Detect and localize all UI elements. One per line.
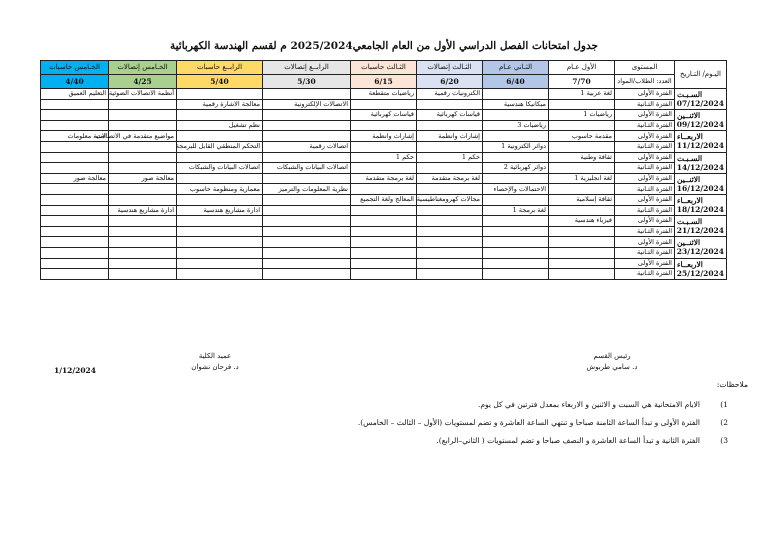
period-cell: الفترة الثـانية [615, 247, 675, 258]
exam-cell [483, 216, 549, 227]
exam-cell: ثقافة وطنية [549, 152, 615, 163]
notes-heading: ملاحظات: [716, 380, 748, 389]
header-count-row [41, 75, 727, 89]
day-name: السـبـت [677, 153, 703, 163]
level-count: 5/30 [263, 75, 351, 89]
day-name: الاربعــاء [677, 196, 703, 206]
exam-cell [483, 226, 549, 237]
day-date-cell [675, 110, 727, 131]
period-cell: الفترة الثـانية [615, 141, 675, 152]
day-date-cell [675, 89, 727, 110]
exam-cell: مواضيع متقدمة في الاتصالات [109, 131, 177, 142]
head-name: د. سامي طربوش [586, 363, 638, 371]
level-count: 4/25 [109, 75, 177, 89]
table-row [41, 226, 727, 237]
table-row [41, 120, 727, 131]
table-row [41, 110, 727, 121]
level-count: 6/15 [351, 75, 417, 89]
table-row [41, 269, 727, 280]
note-text: الفترة الثانية و تبدأ الساعة العاشرة و النصف صباحا و تضم لمستويات ( الثاني–الرابع). [436, 436, 700, 445]
exam-cell: مقدمة حاسوب [549, 131, 615, 142]
exam-cell: ادارة مشاريع هندسية [109, 205, 177, 216]
exam-cell [549, 163, 615, 174]
exam-cell [549, 258, 615, 269]
head-title: رئيس القسم [593, 352, 631, 360]
exam-cell [351, 141, 417, 152]
exam-cell: نظم تشغيل [177, 120, 263, 131]
exam-cell [263, 205, 351, 216]
exam-cell [549, 184, 615, 195]
period-cell: الفترة الثـانية [615, 226, 675, 237]
exam-cell [351, 120, 417, 131]
exam-cell [177, 216, 263, 227]
exam-date: 16/12/2024 [676, 183, 724, 193]
day-date-cell [675, 258, 727, 279]
exam-cell [177, 110, 263, 121]
exam-cell [417, 141, 483, 152]
exam-cell [351, 247, 417, 258]
day-date-cell [675, 216, 727, 237]
exam-cell [177, 152, 263, 163]
exam-date: 11/12/2024 [676, 141, 724, 151]
exam-cell [177, 194, 263, 205]
level-header: الرابــع حاسبات [177, 61, 263, 75]
exam-cell [483, 237, 549, 248]
exam-cell [109, 247, 177, 258]
exam-cell [109, 152, 177, 163]
table-row [41, 205, 727, 216]
table-row [41, 216, 727, 227]
exam-cell [263, 237, 351, 248]
exam-cell [263, 89, 351, 100]
period-cell: الفترة الثـانية [615, 120, 675, 131]
exam-cell [549, 141, 615, 152]
exam-cell [549, 99, 615, 110]
exam-cell: لغة برمجة متقدمة [351, 173, 417, 184]
period-cell: الفترة الثـانية [615, 184, 675, 195]
exam-cell [417, 237, 483, 248]
exam-cell [109, 184, 177, 195]
period-cell: الفترة الأولى [615, 237, 675, 248]
exam-cell [109, 269, 177, 280]
exam-cell: اتصالات البيانات والشبكات [263, 163, 351, 174]
exam-cell [263, 120, 351, 131]
exam-cell [41, 237, 109, 248]
exam-cell [483, 247, 549, 258]
day-name: السـبـت [677, 90, 703, 100]
exam-cell [41, 141, 109, 152]
exam-cell [41, 194, 109, 205]
exam-cell [549, 247, 615, 258]
note-text: الفترة الأولى و تبدأ الساعة الثامنة صباحا و تنتهي الساعة العاشرة و تضم لمستويات (الأول – الثالث – الخامس). [357, 418, 700, 427]
exam-cell [109, 141, 177, 152]
exam-cell [41, 110, 109, 121]
exam-cell [41, 269, 109, 280]
exam-date: 14/12/2024 [676, 162, 724, 172]
exam-cell [109, 120, 177, 131]
period-cell: الفترة الأولى [615, 216, 675, 227]
exam-cell [177, 131, 263, 142]
exam-cell: التعليم العميق [41, 89, 109, 100]
exam-cell: أنظمة الاتصالات الضوئية [109, 89, 177, 100]
exam-date: 21/12/2024 [676, 226, 724, 236]
exam-cell [417, 226, 483, 237]
level-column-header: المستوى [615, 61, 675, 75]
exam-cell: حكم 1 [351, 152, 417, 163]
exam-cell [177, 269, 263, 280]
exam-cell [263, 247, 351, 258]
exam-cell: ثقافة إسلامية [549, 194, 615, 205]
exam-cell [483, 110, 549, 121]
level-count: 5/40 [177, 75, 263, 89]
period-cell: الفترة الثـانية [615, 205, 675, 216]
period-cell: الفترة الأولى [615, 258, 675, 269]
exam-cell [177, 173, 263, 184]
day-name: السـبـت [677, 217, 703, 227]
day-name: الاثنــين [677, 238, 701, 248]
exam-cell [263, 131, 351, 142]
level-count: 6/20 [417, 75, 483, 89]
exam-cell [109, 110, 177, 121]
table-row [41, 173, 727, 184]
exam-cell: دوائر كهربائية 2 [483, 163, 549, 174]
exam-cell [351, 226, 417, 237]
exam-cell [417, 120, 483, 131]
period-cell: الفترة الأولى [615, 173, 675, 184]
exam-cell [483, 89, 549, 100]
exam-cell [351, 205, 417, 216]
table-row [41, 163, 727, 174]
exam-cell: امنية معلومات [41, 131, 109, 142]
exam-cell: معالجة صور [109, 173, 177, 184]
exam-cell [263, 173, 351, 184]
exam-cell [177, 237, 263, 248]
dean-title: عميد الكلية [198, 352, 232, 360]
note-number: 3) [720, 436, 728, 445]
period-cell: الفترة الأولى [615, 194, 675, 205]
exam-cell [109, 226, 177, 237]
exam-cell: الاحتمالات والإحصاء [483, 184, 549, 195]
exam-cell [109, 258, 177, 269]
exam-cell [109, 237, 177, 248]
exam-cell: رياضيات 3 [483, 120, 549, 131]
exam-cell [417, 216, 483, 227]
level-header: الثـاني عـام [483, 61, 549, 75]
exam-cell [41, 120, 109, 131]
exam-cell [417, 99, 483, 110]
dean-name: د. فرحان نشوان [191, 363, 239, 371]
exam-cell: ميكانيكا هندسية [483, 99, 549, 110]
exam-cell: مجالات كهرومغناطيسية [417, 194, 483, 205]
exam-cell [549, 269, 615, 280]
exam-cell [177, 258, 263, 269]
day-date-cell [675, 194, 727, 215]
exam-cell: الكترونيات رقمية [417, 89, 483, 100]
exam-cell: رياضيات 1 [549, 110, 615, 121]
level-header: الخـامس إتصالات [109, 61, 177, 75]
exam-cell: إشارات وانظمة [351, 131, 417, 142]
exam-cell: حكم 1 [417, 152, 483, 163]
table-row [41, 131, 727, 142]
exam-cell [41, 226, 109, 237]
exam-cell: لغة برمجة 1 [483, 205, 549, 216]
exam-cell [41, 152, 109, 163]
exam-cell [41, 184, 109, 195]
exam-cell: رياضيات متقطعة [351, 89, 417, 100]
day-date-cell [675, 237, 727, 258]
issue-date: 1/12/2024 [53, 366, 96, 375]
exam-cell: التحكم المنطقي القابل للبرمجة [177, 141, 263, 152]
note-text: الايام الامتحانية هي السبت و الاثنين و الاربعاء بمعدل فترتين في كل يوم. [478, 400, 700, 409]
exam-cell [109, 163, 177, 174]
exam-cell: لغة عربية 1 [549, 89, 615, 100]
exam-cell [263, 226, 351, 237]
exam-cell [417, 184, 483, 195]
exam-cell: معالجة الاشارة رقمية [177, 99, 263, 110]
exam-cell [417, 205, 483, 216]
exam-cell [417, 269, 483, 280]
level-header: الثـالث حاسبات [351, 61, 417, 75]
table-row [41, 194, 727, 205]
exam-cell: دوائر الكترونية 1 [483, 141, 549, 152]
exam-cell [109, 216, 177, 227]
dean-signature [180, 352, 250, 371]
exam-cell [263, 216, 351, 227]
exam-cell [263, 258, 351, 269]
level-header: الأول عـام [549, 61, 615, 75]
day-name: الاربعــاء [677, 132, 703, 142]
period-cell: الفترة الأولى [615, 152, 675, 163]
exam-cell: لغة برمجة متقدمة [417, 173, 483, 184]
exam-cell [263, 269, 351, 280]
table-row [41, 258, 727, 269]
exam-cell [483, 131, 549, 142]
exam-cell [351, 99, 417, 110]
exam-cell: معمارية ومنظومة حاسوب [177, 184, 263, 195]
exam-cell [549, 237, 615, 248]
level-header: الخـامس حاسبات [41, 61, 109, 75]
day-name: الاثنــين [677, 174, 701, 184]
exam-cell [483, 152, 549, 163]
head-signature [572, 352, 652, 371]
table-row [41, 89, 727, 100]
exam-cell [263, 110, 351, 121]
exam-date: 25/12/2024 [676, 268, 724, 278]
count-column-header: العدد: الطلاب/المواد [615, 75, 675, 89]
exam-date: 07/12/2024 [676, 99, 724, 109]
note-number: 2) [720, 418, 728, 427]
exam-cell [351, 184, 417, 195]
exam-cell [351, 237, 417, 248]
period-cell: الفترة الثـانية [615, 163, 675, 174]
day-date-cell [675, 152, 727, 173]
level-count: 6/40 [483, 75, 549, 89]
exam-cell [483, 269, 549, 280]
exam-cell [41, 205, 109, 216]
exam-cell [41, 258, 109, 269]
exam-date: 23/12/2024 [676, 247, 724, 257]
exam-cell [549, 205, 615, 216]
exam-cell [417, 247, 483, 258]
page-title: جدول امتحانات الفصل الدراسي الأول من العام الجامعي2025/2024 م لقسم الهندسة الكهربائية [169, 40, 599, 52]
exam-cell: نظرية المعلومات والترميز [263, 184, 351, 195]
day-name: الاثنــين [677, 111, 701, 121]
exam-cell: ادارة مشاريع هندسية [177, 205, 263, 216]
exam-cell [109, 194, 177, 205]
exam-cell [483, 173, 549, 184]
exam-cell [483, 258, 549, 269]
exam-cell: المعالج ولغة التجميع [351, 194, 417, 205]
exam-cell [177, 226, 263, 237]
exam-date: 18/12/2024 [676, 205, 724, 215]
day-name: الاربعــاء [677, 259, 703, 269]
exam-cell [177, 247, 263, 258]
exam-cell [263, 194, 351, 205]
exam-cell: لغة انجليزية 1 [549, 173, 615, 184]
note-number: 1) [720, 400, 728, 409]
level-count: 7/70 [549, 75, 615, 89]
exam-cell [41, 99, 109, 110]
exam-cell: إشارات وانظمة [417, 131, 483, 142]
exam-cell [41, 247, 109, 258]
exam-cell [177, 89, 263, 100]
exam-schedule-table [40, 60, 727, 280]
exam-cell: معالجة صور [41, 173, 109, 184]
exam-cell [41, 163, 109, 174]
table-row [41, 237, 727, 248]
exam-cell [549, 226, 615, 237]
level-count: 4/40 [41, 75, 109, 89]
exam-date: 09/12/2024 [676, 120, 724, 130]
period-cell: الفترة الثـانية [615, 99, 675, 110]
table-row [41, 141, 727, 152]
exam-cell: قياسات كهربائية [417, 110, 483, 121]
table-row [41, 184, 727, 195]
exam-cell [41, 216, 109, 227]
level-header: الرابــع إتصالات [263, 61, 351, 75]
level-header: الثـالث إتصالات [417, 61, 483, 75]
exam-cell: اتصالات رقمية [263, 141, 351, 152]
exam-cell [109, 99, 177, 110]
exam-cell: اتصالات البيانات والشبكات [177, 163, 263, 174]
exam-cell [351, 269, 417, 280]
table-row [41, 99, 727, 110]
exam-cell [263, 152, 351, 163]
period-cell: الفترة الأولى [615, 110, 675, 121]
table-row [41, 152, 727, 163]
period-cell: الفترة الثـانية [615, 269, 675, 280]
period-cell: الفترة الأولى [615, 89, 675, 100]
period-cell: الفترة الأولى [615, 131, 675, 142]
date-column-header: اليـوم/ التـاريخ [675, 61, 727, 89]
exam-cell: فيزياء هندسية [549, 216, 615, 227]
exam-cell [483, 194, 549, 205]
exam-cell: قياسات كهربائية [351, 110, 417, 121]
exam-cell [417, 163, 483, 174]
exam-cell: الاتصالات الإلكترونية [263, 99, 351, 110]
exam-cell [351, 216, 417, 227]
day-date-cell [675, 131, 727, 152]
exam-cell [549, 120, 615, 131]
table-row [41, 247, 727, 258]
header-row [41, 61, 727, 75]
exam-cell [417, 258, 483, 269]
exam-cell [351, 163, 417, 174]
day-date-cell [675, 173, 727, 194]
exam-cell [351, 258, 417, 269]
